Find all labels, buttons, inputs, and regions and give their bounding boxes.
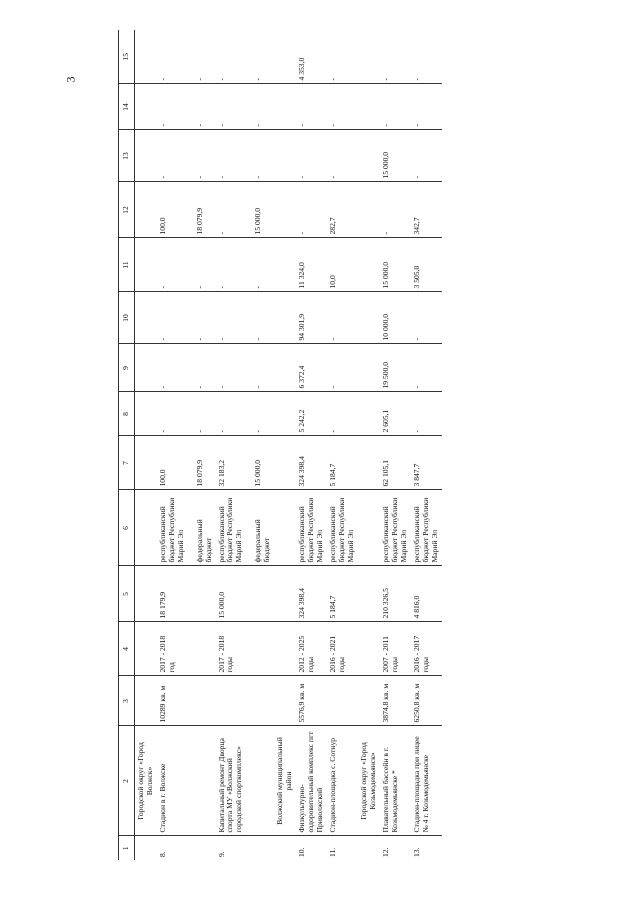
empty-cell bbox=[134, 30, 156, 84]
value-cell: 15 000,0 bbox=[380, 238, 411, 292]
object-name: Стадион в г. Волжске bbox=[157, 726, 188, 836]
value-cell: - bbox=[380, 182, 411, 238]
capacity: 3874,8 кв. м bbox=[380, 676, 411, 726]
empty-cell bbox=[274, 238, 296, 292]
value-cell: 62 105,1 bbox=[380, 436, 411, 490]
empty-cell bbox=[358, 490, 380, 566]
value-cell: - bbox=[296, 130, 327, 182]
column-header: 11 bbox=[119, 238, 135, 292]
investment-table bbox=[118, 30, 442, 860]
object-name: Стадион-площадка при лицее № 4 г. Козьмодемьянске bbox=[411, 726, 442, 836]
row-number: 11. bbox=[328, 847, 338, 857]
value-cell: - bbox=[246, 130, 274, 182]
value-cell: 100,0 bbox=[157, 182, 188, 238]
column-header: 6 bbox=[119, 490, 135, 566]
empty-cell bbox=[274, 490, 296, 566]
value-cell: - bbox=[157, 292, 188, 344]
value-cell: - bbox=[246, 238, 274, 292]
capacity: 5576,9 кв. м bbox=[296, 676, 327, 726]
object-name: Плавательный бассейн в г. Козьмодемьянске * bbox=[380, 726, 411, 836]
empty-cell bbox=[358, 836, 380, 860]
value-cell: - bbox=[411, 344, 442, 392]
column-header: 2 bbox=[119, 726, 135, 836]
empty-cell bbox=[358, 622, 380, 676]
value-cell: - bbox=[216, 238, 247, 292]
empty-cell bbox=[134, 676, 156, 726]
value-cell: 324 398,4 bbox=[296, 436, 327, 490]
value-cell: - bbox=[411, 392, 442, 436]
column-header: 9 bbox=[119, 344, 135, 392]
empty-cell bbox=[246, 836, 274, 860]
empty-cell bbox=[274, 130, 296, 182]
empty-cell bbox=[274, 344, 296, 392]
row-number: 10. bbox=[297, 847, 307, 857]
empty-cell bbox=[134, 436, 156, 490]
value-cell: - bbox=[188, 392, 216, 436]
value-cell: 342,7 bbox=[411, 182, 442, 238]
column-header: 3 bbox=[119, 676, 135, 726]
empty-cell bbox=[134, 130, 156, 182]
funding-source: республиканский бюджет Республики Марий Эл bbox=[157, 490, 188, 566]
value-cell: 6 372,4 bbox=[296, 344, 327, 392]
empty-cell bbox=[134, 622, 156, 676]
column-header: 7 bbox=[119, 436, 135, 490]
funding-source: республиканский бюджет Республики Марий Эл bbox=[411, 490, 442, 566]
table-row bbox=[246, 30, 274, 860]
value-cell: - bbox=[157, 84, 188, 130]
value-cell: - bbox=[188, 292, 216, 344]
municipality-row bbox=[274, 30, 296, 860]
value-cell: 11 324,0 bbox=[296, 238, 327, 292]
capacity: 6250,8 кв. м bbox=[411, 676, 442, 726]
value-cell: - bbox=[216, 344, 247, 392]
empty-cell bbox=[188, 836, 216, 860]
empty-cell bbox=[134, 84, 156, 130]
empty-cell bbox=[274, 436, 296, 490]
column-header: 8 bbox=[119, 392, 135, 436]
empty-cell bbox=[274, 292, 296, 344]
empty-cell bbox=[134, 238, 156, 292]
value-cell: - bbox=[157, 30, 188, 84]
period: 2007 - 2011 годы bbox=[380, 622, 411, 676]
table-row bbox=[411, 30, 442, 860]
empty-cell bbox=[274, 182, 296, 238]
header-row bbox=[119, 30, 135, 860]
value-cell: - bbox=[188, 344, 216, 392]
value-cell: - bbox=[216, 84, 247, 130]
funding-source: республиканский бюджет Республики Марий Эл bbox=[327, 490, 358, 566]
municipality-label: Волжский муниципальный район bbox=[274, 726, 296, 836]
funding-source: федеральный бюджет bbox=[188, 490, 216, 566]
column-header: 14 bbox=[119, 84, 135, 130]
empty-cell bbox=[274, 84, 296, 130]
empty-cell bbox=[274, 392, 296, 436]
empty-cell bbox=[246, 622, 274, 676]
empty-cell bbox=[358, 238, 380, 292]
value-cell: - bbox=[327, 84, 358, 130]
column-header: 10 bbox=[119, 292, 135, 344]
period: 2017 - 2018 годы bbox=[216, 622, 247, 676]
value-cell: - bbox=[411, 292, 442, 344]
empty-cell bbox=[274, 676, 296, 726]
empty-cell bbox=[358, 344, 380, 392]
empty-cell bbox=[188, 726, 216, 836]
funding-source: федеральный бюджет bbox=[246, 490, 274, 566]
value-cell: - bbox=[246, 30, 274, 84]
empty-cell bbox=[134, 392, 156, 436]
column-header: 5 bbox=[119, 566, 135, 622]
estimated-cost: 15 000,0 bbox=[216, 566, 247, 622]
column-header: 15 bbox=[119, 30, 135, 84]
value-cell: - bbox=[216, 130, 247, 182]
estimated-cost: 324 398,4 bbox=[296, 566, 327, 622]
empty-cell bbox=[134, 566, 156, 622]
period: 2017 - 2018 год bbox=[157, 622, 188, 676]
row-number: 9. bbox=[216, 851, 226, 857]
column-header: 1 bbox=[119, 836, 135, 860]
column-header: 12 bbox=[119, 182, 135, 238]
municipality-row bbox=[358, 30, 380, 860]
value-cell: - bbox=[380, 30, 411, 84]
empty-cell bbox=[358, 292, 380, 344]
empty-cell bbox=[188, 566, 216, 622]
value-cell: 4 353,0 bbox=[296, 30, 327, 84]
value-cell: - bbox=[327, 344, 358, 392]
value-cell: 10,0 bbox=[327, 238, 358, 292]
estimated-cost: 5 184,7 bbox=[327, 566, 358, 622]
value-cell: - bbox=[246, 344, 274, 392]
period: 2012 - 2025 годы bbox=[296, 622, 327, 676]
empty-cell bbox=[134, 182, 156, 238]
value-cell: 5 184,7 bbox=[327, 436, 358, 490]
empty-cell bbox=[358, 676, 380, 726]
value-cell: - bbox=[296, 182, 327, 238]
value-cell: 282,7 bbox=[327, 182, 358, 238]
row-number: 12. bbox=[380, 847, 390, 857]
table-row bbox=[327, 30, 358, 860]
value-cell: - bbox=[157, 344, 188, 392]
funding-source: республиканский бюджет Республики Марий Эл bbox=[216, 490, 247, 566]
value-cell: - bbox=[411, 30, 442, 84]
funding-source: республиканский бюджет Республики Марий Эл bbox=[380, 490, 411, 566]
capacity: 10289 кв. м bbox=[157, 676, 188, 726]
table-body bbox=[119, 30, 442, 860]
empty-cell bbox=[358, 84, 380, 130]
value-cell: - bbox=[216, 30, 247, 84]
table-row bbox=[296, 30, 327, 860]
value-cell: - bbox=[411, 84, 442, 130]
estimated-cost: 18 179,9 bbox=[157, 566, 188, 622]
row-number: 13. bbox=[411, 847, 421, 857]
empty-cell bbox=[358, 392, 380, 436]
funding-source: республиканский бюджет Республики Марий Эл bbox=[296, 490, 327, 566]
value-cell: - bbox=[411, 130, 442, 182]
period: 2016 - 2021 годы bbox=[327, 622, 358, 676]
value-cell: - bbox=[188, 130, 216, 182]
value-cell: 19 500,0 bbox=[380, 344, 411, 392]
empty-cell bbox=[188, 676, 216, 726]
value-cell: 32 183,2 bbox=[216, 436, 247, 490]
empty-cell bbox=[188, 622, 216, 676]
value-cell: - bbox=[216, 392, 247, 436]
empty-cell bbox=[274, 566, 296, 622]
table-row bbox=[188, 30, 216, 860]
value-cell: - bbox=[157, 238, 188, 292]
estimated-cost: 210 326,5 bbox=[380, 566, 411, 622]
value-cell: - bbox=[296, 84, 327, 130]
value-cell: 18 079,9 bbox=[188, 436, 216, 490]
empty-cell bbox=[358, 182, 380, 238]
value-cell: 3 505,0 bbox=[411, 238, 442, 292]
empty-cell bbox=[274, 30, 296, 84]
empty-cell bbox=[246, 726, 274, 836]
value-cell: 15 000,0 bbox=[246, 182, 274, 238]
value-cell: 94 301,9 bbox=[296, 292, 327, 344]
object-name: Стадион-площадка с. Сотнур bbox=[327, 726, 358, 836]
empty-cell bbox=[358, 566, 380, 622]
municipality-row bbox=[134, 30, 156, 860]
value-cell: 100,0 bbox=[157, 436, 188, 490]
value-cell: - bbox=[188, 238, 216, 292]
page-number: 3 bbox=[63, 76, 78, 83]
capacity bbox=[327, 676, 358, 726]
value-cell: - bbox=[380, 84, 411, 130]
value-cell: 10 000,0 bbox=[380, 292, 411, 344]
column-header: 4 bbox=[119, 622, 135, 676]
estimated-cost: 4 816,0 bbox=[411, 566, 442, 622]
empty-cell bbox=[358, 130, 380, 182]
table-row bbox=[216, 30, 247, 860]
empty-cell bbox=[246, 676, 274, 726]
empty-cell bbox=[134, 344, 156, 392]
municipality-label: Городской округ «Город Волжск» bbox=[134, 726, 156, 836]
value-cell: - bbox=[327, 30, 358, 84]
value-cell: - bbox=[327, 392, 358, 436]
municipality-label: Городской округ «Город Козьмодемьянск» bbox=[358, 726, 380, 836]
empty-cell bbox=[134, 292, 156, 344]
value-cell: 3 847,7 bbox=[411, 436, 442, 490]
value-cell: 5 242,2 bbox=[296, 392, 327, 436]
value-cell: - bbox=[327, 130, 358, 182]
empty-cell bbox=[134, 836, 156, 860]
value-cell: - bbox=[246, 292, 274, 344]
value-cell: - bbox=[157, 392, 188, 436]
object-name: Физкультурно-оздоровительный комплекс пгт Приволжский bbox=[296, 726, 327, 836]
empty-cell bbox=[246, 566, 274, 622]
value-cell: - bbox=[216, 182, 247, 238]
rotated-table-container bbox=[118, 30, 640, 860]
value-cell: - bbox=[157, 130, 188, 182]
object-name: Капитальный ремонт Дворца спорта МУ «Волжский городской спорткомплекс» bbox=[216, 726, 247, 836]
value-cell: 18 079,9 bbox=[188, 182, 216, 238]
empty-cell bbox=[358, 436, 380, 490]
value-cell: - bbox=[188, 84, 216, 130]
value-cell: 15 000,0 bbox=[246, 436, 274, 490]
value-cell: - bbox=[246, 392, 274, 436]
column-header: 13 bbox=[119, 130, 135, 182]
value-cell: - bbox=[327, 292, 358, 344]
empty-cell bbox=[358, 30, 380, 84]
empty-cell bbox=[274, 836, 296, 860]
value-cell: 15 000,0 bbox=[380, 130, 411, 182]
period: 2016 - 2017 годы bbox=[411, 622, 442, 676]
empty-cell bbox=[274, 622, 296, 676]
empty-cell bbox=[134, 490, 156, 566]
value-cell: - bbox=[188, 30, 216, 84]
table-row bbox=[157, 30, 188, 860]
value-cell: 2 605,1 bbox=[380, 392, 411, 436]
value-cell: - bbox=[246, 84, 274, 130]
value-cell: - bbox=[216, 292, 247, 344]
table-row bbox=[380, 30, 411, 860]
capacity bbox=[216, 676, 247, 726]
row-number: 8. bbox=[157, 851, 167, 857]
